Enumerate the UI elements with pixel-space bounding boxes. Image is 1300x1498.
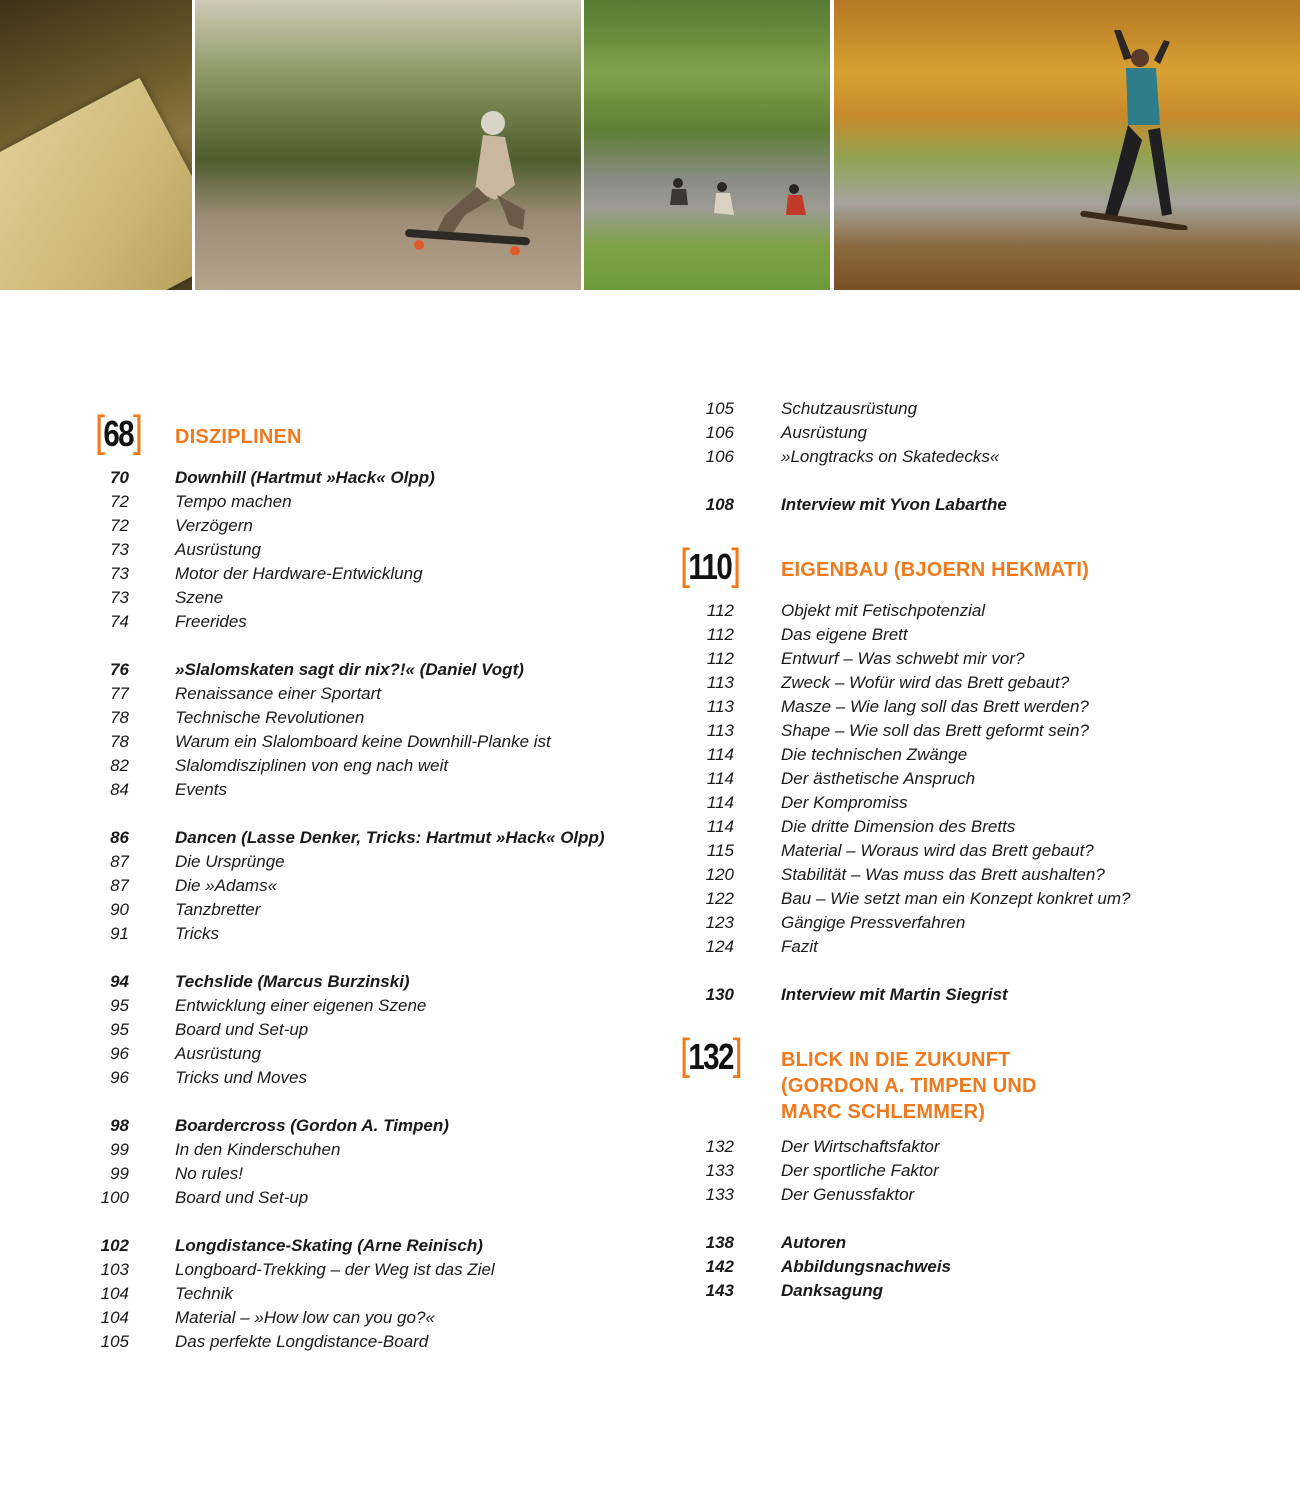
page-number: 70 — [110, 468, 129, 487]
spacer — [680, 519, 1280, 543]
toc-entry — [95, 900, 655, 924]
toc-entry — [680, 913, 1280, 937]
entry-title: Abbildungsnachweis — [781, 1257, 952, 1276]
chapter-number — [680, 1030, 742, 1079]
entry-title: Entwurf – Was schwebt mir vor? — [781, 649, 1025, 668]
page-number: 82 — [110, 756, 129, 775]
spacer — [95, 636, 655, 660]
toc-entry — [680, 841, 1280, 865]
entry-title: Longboard-Trekking – der Weg ist das Ziel — [175, 1260, 495, 1279]
entry-title: Shape – Wie soll das Brett geformt sein? — [781, 721, 1089, 740]
entry-title: Entwicklung einer eigenen Szene — [175, 996, 427, 1015]
chapter-heading — [95, 407, 655, 468]
toc-section-entry — [680, 1281, 1280, 1305]
chapter-title — [781, 1047, 1037, 1125]
toc-section-entry — [95, 468, 655, 492]
toc-entry — [95, 756, 655, 780]
page-number: 95 — [110, 1020, 129, 1039]
toc-entry — [680, 769, 1280, 793]
toc-entry — [95, 516, 655, 540]
bracket-close: ] — [732, 1030, 742, 1079]
toc-entry — [95, 732, 655, 756]
page-number: 76 — [110, 660, 129, 679]
entry-title: Der Kompromiss — [781, 793, 908, 812]
toc-entry — [680, 697, 1280, 721]
page-number: 114 — [706, 745, 734, 764]
entry-title: Das perfekte Longdistance-Board — [175, 1332, 429, 1351]
entry-title: Verzögern — [175, 516, 253, 535]
bracket-open: [ — [95, 407, 104, 456]
spacer — [95, 1092, 655, 1116]
toc-entry — [680, 793, 1280, 817]
entry-title: Tricks — [175, 924, 220, 943]
entry-title: Material – Woraus wird das Brett gebaut? — [781, 841, 1094, 860]
toc-section-entry — [95, 828, 655, 852]
spacer — [680, 1209, 1280, 1233]
photo-slide-group-curve — [584, 0, 830, 290]
toc-entry — [680, 745, 1280, 769]
toc-entry — [680, 1137, 1280, 1161]
spacer — [95, 804, 655, 828]
photo-strip — [0, 0, 1300, 290]
entry-title: Warum ein Slalomboard keine Downhill-Planke ist — [175, 732, 551, 751]
toc-section-entry — [95, 1116, 655, 1140]
toc-entry — [95, 1164, 655, 1188]
page-number: 124 — [705, 937, 734, 956]
entry-title: Motor der Hardware-Entwicklung — [175, 564, 423, 583]
toc-entry — [95, 588, 655, 612]
entry-title: Board und Set-up — [175, 1188, 309, 1207]
entry-title: Ausrüstung — [781, 423, 867, 442]
toc-entry — [95, 924, 655, 948]
entry-title: Bau – Wie setzt man ein Konzept konkret um? — [781, 889, 1131, 908]
chapter-title-line: (GORDON A. TIMPEN UND — [781, 1075, 1037, 1097]
chapter-page: 68 — [103, 413, 133, 454]
page-number: 112 — [706, 601, 734, 620]
entry-title: Tempo machen — [175, 492, 292, 511]
photo-downhill-skater-forest — [195, 0, 581, 290]
page-number: 138 — [705, 1233, 734, 1252]
entry-title: Technische Revolutionen — [175, 708, 365, 727]
toc-entry — [95, 1188, 655, 1212]
page-number: 73 — [110, 588, 129, 607]
chapter-title: EIGENBAU (BJOERN HEKMATI) — [781, 559, 1089, 581]
entry-title: Szene — [175, 588, 224, 607]
toc-right-column — [680, 399, 1280, 1305]
entry-title: Board und Set-up — [175, 1020, 309, 1039]
entry-title: »Longtracks on Skatedecks« — [781, 447, 1000, 466]
page-number: 99 — [110, 1164, 129, 1183]
entry-title: Tanzbretter — [175, 900, 261, 919]
entry-title: Slalomdisziplinen von eng nach weit — [175, 756, 449, 775]
page-number: 130 — [705, 985, 734, 1004]
toc-entry — [95, 540, 655, 564]
entry-title: Technik — [175, 1284, 233, 1303]
entry-title: Zweck – Wofür wird das Brett gebaut? — [781, 673, 1070, 692]
page-number: 133 — [705, 1161, 734, 1180]
page-number: 87 — [110, 876, 129, 895]
toc-entry — [680, 447, 1280, 471]
page-number: 73 — [110, 564, 129, 583]
toc-left-column — [95, 407, 655, 1356]
entry-title: Autoren — [781, 1233, 847, 1252]
entry-title: Boardercross (Gordon A. Timpen) — [175, 1116, 449, 1135]
page-number: 106 — [705, 423, 734, 442]
page-number: 102 — [100, 1236, 129, 1255]
page-number: 114 — [706, 817, 734, 836]
page-number: 112 — [706, 649, 734, 668]
bracket-open: [ — [680, 1030, 689, 1079]
page-number: 114 — [706, 769, 734, 788]
toc-entry — [95, 564, 655, 588]
page-number: 91 — [110, 924, 129, 943]
entry-title: Das eigene Brett — [781, 625, 908, 644]
toc-section-entry — [680, 985, 1280, 1009]
entry-title: Die dritte Dimension des Bretts — [781, 817, 1016, 836]
page-number: 84 — [110, 780, 129, 799]
chapter-title: DISZIPLINEN — [175, 426, 302, 448]
toc-entry — [680, 817, 1280, 841]
toc-entry — [95, 876, 655, 900]
photo-longboard-on-leaves — [0, 0, 192, 290]
toc-section-entry — [95, 972, 655, 996]
entry-title: In den Kinderschuhen — [175, 1140, 341, 1159]
toc-entry — [680, 937, 1280, 961]
entry-title: Der Genussfaktor — [781, 1185, 915, 1204]
page-number: 108 — [705, 495, 734, 514]
page-number: 72 — [110, 492, 129, 511]
spacer — [680, 961, 1280, 985]
entry-title: Events — [175, 780, 227, 799]
page-number: 90 — [110, 900, 129, 919]
page-number: 87 — [110, 852, 129, 871]
toc-entry — [680, 673, 1280, 697]
toc-entry — [95, 492, 655, 516]
page-number: 74 — [110, 612, 129, 631]
chapter-title-line: MARC SCHLEMMER) — [781, 1101, 986, 1123]
entry-title: Techslide (Marcus Burzinski) — [175, 972, 410, 991]
toc-section-entry — [680, 1257, 1280, 1281]
page-number: 115 — [706, 841, 734, 860]
page-number: 113 — [706, 697, 734, 716]
entry-title: Interview mit Yvon Labarthe — [781, 495, 1007, 514]
toc-entry — [680, 1185, 1280, 1209]
toc-section-entry — [95, 660, 655, 684]
entry-title: Der sportliche Faktor — [781, 1161, 939, 1180]
page-number: 94 — [110, 972, 129, 991]
page-number: 112 — [706, 625, 734, 644]
entry-title: Ausrüstung — [175, 540, 261, 559]
spacer — [680, 1009, 1280, 1033]
page-number: 105 — [100, 1332, 129, 1351]
page-number: 143 — [705, 1281, 734, 1300]
toc-entry — [95, 1020, 655, 1044]
page-number: 103 — [100, 1260, 129, 1279]
toc-section-entry — [680, 1233, 1280, 1257]
page-number: 78 — [110, 708, 129, 727]
toc-entry — [95, 1140, 655, 1164]
photo-freeride-autumn-road — [834, 0, 1300, 290]
spacer — [95, 1212, 655, 1236]
page-number: 132 — [705, 1137, 734, 1156]
chapter-page: 132 — [688, 1036, 733, 1077]
page-number: 77 — [110, 684, 129, 703]
toc-entry — [95, 708, 655, 732]
page-number: 133 — [705, 1185, 734, 1204]
toc-entry — [95, 684, 655, 708]
toc-entry — [95, 1044, 655, 1068]
spacer — [680, 471, 1280, 495]
page-number: 86 — [110, 828, 129, 847]
toc-entry — [95, 1068, 655, 1092]
bracket-open: [ — [680, 540, 689, 589]
toc-entry — [680, 625, 1280, 649]
bracket-close: ] — [731, 540, 740, 589]
toc-entry — [95, 1332, 655, 1356]
page-number: 120 — [705, 865, 734, 884]
page-number: 95 — [110, 996, 129, 1015]
chapter-heading — [680, 1030, 1280, 1137]
entry-title: Der ästhetische Anspruch — [781, 769, 976, 788]
entry-title: Fazit — [781, 937, 818, 956]
toc-section-entry — [95, 1236, 655, 1260]
page-number: 96 — [110, 1068, 129, 1087]
chapter-number — [95, 407, 142, 456]
toc-section-entry — [680, 495, 1280, 519]
toc-entry — [680, 649, 1280, 673]
entry-title: Renaissance einer Sportart — [175, 684, 382, 703]
entry-title: Die Ursprünge — [175, 852, 285, 871]
bracket-close: ] — [132, 407, 142, 456]
toc-entry — [95, 780, 655, 804]
toc-entry — [95, 852, 655, 876]
toc-entry — [680, 1161, 1280, 1185]
entry-title: Material – »How low can you go?« — [175, 1308, 435, 1327]
page-number: 78 — [110, 732, 129, 751]
entry-title: Die technischen Zwänge — [781, 745, 968, 764]
chapter-heading — [680, 540, 1280, 601]
entry-title: Dancen (Lasse Denker, Tricks: Hartmut »Hack« Olpp) — [175, 828, 605, 847]
chapter-title-line: BLICK IN DIE ZUKUNFT — [781, 1049, 1011, 1071]
entry-title: Stabilität – Was muss das Brett aushalten? — [781, 865, 1105, 884]
toc-entry — [680, 721, 1280, 745]
entry-title: Interview mit Martin Siegrist — [781, 985, 1008, 1004]
page-number: 104 — [100, 1284, 129, 1303]
toc-entry — [95, 1260, 655, 1284]
entry-title: Schutzausrüstung — [781, 399, 918, 418]
page-number: 99 — [110, 1140, 129, 1159]
entry-title: Danksagung — [781, 1281, 884, 1300]
page-number: 122 — [705, 889, 734, 908]
page-number: 142 — [705, 1257, 734, 1276]
entry-title: Downhill (Hartmut »Hack« Olpp) — [175, 468, 435, 487]
page-number: 113 — [706, 721, 734, 740]
toc-entry — [680, 601, 1280, 625]
entry-title: Freerides — [175, 612, 247, 631]
entry-title: No rules! — [175, 1164, 244, 1183]
toc-entry — [680, 865, 1280, 889]
page-number: 72 — [110, 516, 129, 535]
chapter-page: 110 — [688, 546, 732, 587]
spacer — [95, 948, 655, 972]
page-number: 100 — [100, 1188, 129, 1207]
page-number: 105 — [705, 399, 734, 418]
page-number: 113 — [706, 673, 734, 692]
toc-entry — [680, 423, 1280, 447]
toc-entry — [95, 996, 655, 1020]
entry-title: Die »Adams« — [175, 876, 278, 895]
entry-title: Masze – Wie lang soll das Brett werden? — [781, 697, 1089, 716]
toc-entry — [680, 889, 1280, 913]
entry-title: Ausrüstung — [175, 1044, 261, 1063]
page-number: 106 — [705, 447, 734, 466]
toc-entry — [95, 1284, 655, 1308]
page-number: 123 — [705, 913, 734, 932]
chapter-number — [680, 540, 740, 589]
page-number: 114 — [706, 793, 734, 812]
entry-title: Gängige Pressverfahren — [781, 913, 966, 932]
page-number: 96 — [110, 1044, 129, 1063]
toc-entry — [95, 1308, 655, 1332]
page-number: 98 — [110, 1116, 129, 1135]
toc-entry — [680, 399, 1280, 423]
entry-title: Longdistance-Skating (Arne Reinisch) — [175, 1236, 483, 1255]
entry-title: Objekt mit Fetischpotenzial — [781, 601, 986, 620]
entry-title: Tricks und Moves — [175, 1068, 307, 1087]
entry-title: »Slalomskaten sagt dir nix?!« (Daniel Vogt) — [175, 660, 524, 679]
page-number: 104 — [100, 1308, 129, 1327]
toc-entry — [95, 612, 655, 636]
entry-title: Der Wirtschaftsfaktor — [781, 1137, 940, 1156]
page-number: 73 — [110, 540, 129, 559]
